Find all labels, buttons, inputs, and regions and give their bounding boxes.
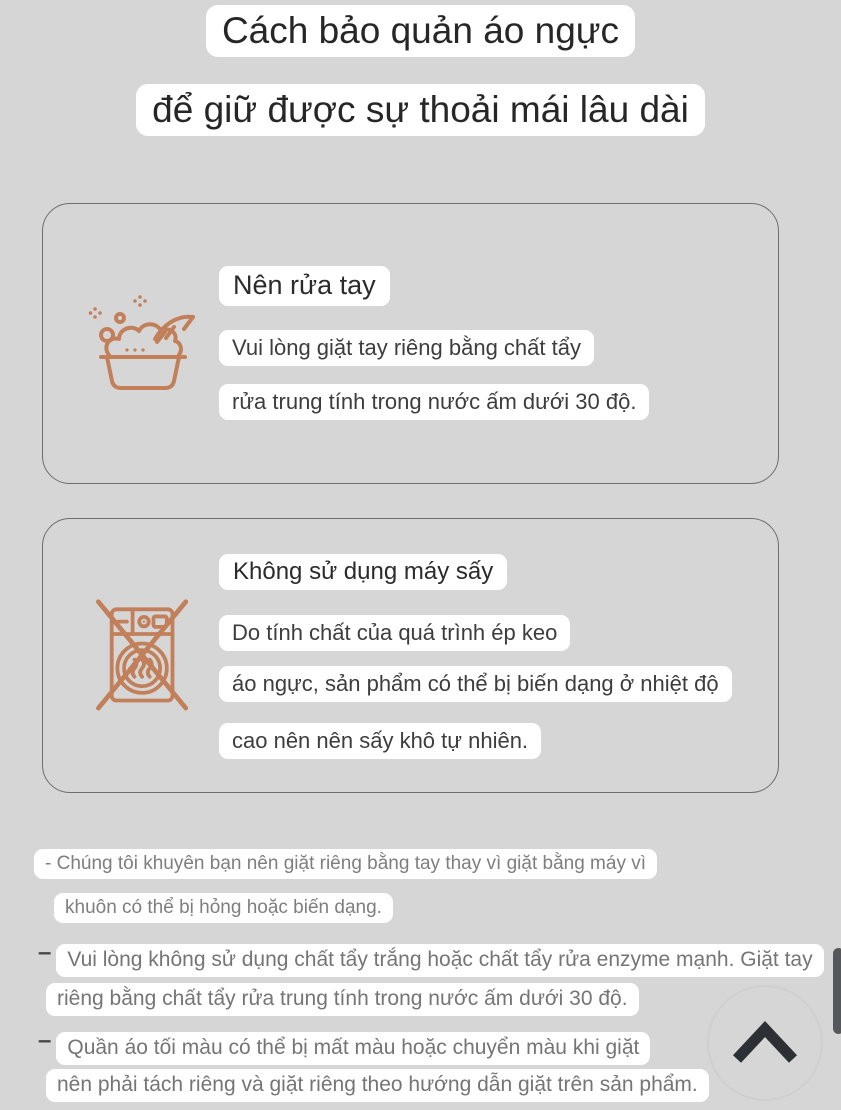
card-text-line: Do tính chất của quá trình ép keo	[219, 615, 570, 651]
card-text-line: áo ngực, sản phẩm có thể bị biến dạng ở nhiệt độ	[219, 666, 732, 702]
note-text: riêng bằng chất tẩy rửa trung tính trong nước ấm dưới 30 độ.	[46, 983, 639, 1016]
card-no-dryer	[42, 518, 779, 793]
hand-wash-icon	[87, 287, 207, 407]
note-dash: –	[38, 939, 52, 966]
note-dash: –	[38, 1027, 52, 1054]
card-hand-wash	[42, 203, 779, 484]
no-tumble-dry-icon	[87, 589, 201, 717]
note-text: Vui lòng không sử dụng chất tẩy trắng hoặc chất tẩy rửa enzyme mạnh. Giặt tay	[56, 944, 823, 977]
note-line	[34, 849, 657, 879]
chevron-up-icon	[729, 1018, 801, 1069]
card-text-line: cao nên nên sấy khô tự nhiên.	[219, 723, 541, 759]
note-text: nên phải tách riêng và giặt riêng theo hướng dẫn giặt trên sản phẩm.	[46, 1069, 709, 1102]
note-line	[54, 893, 393, 923]
note-line	[38, 1027, 650, 1065]
page-title: Cách bảo quản áo ngực	[206, 5, 635, 57]
note-line	[38, 939, 824, 977]
note-text: Quần áo tối màu có thể bị mất màu hoặc chuyển màu khi giặt	[56, 1032, 650, 1065]
scroll-to-top-button[interactable]	[707, 985, 823, 1101]
note-line	[46, 983, 639, 1016]
note-text: - Chúng tôi khuyên bạn nên giặt riêng bằng tay thay vì giặt bằng máy vì	[34, 849, 657, 879]
page-subtitle-row	[0, 84, 841, 136]
scrollbar-thumb[interactable]	[833, 948, 841, 1034]
page-title-row	[0, 5, 841, 57]
note-line	[46, 1069, 709, 1102]
card-text-line: Vui lòng giặt tay riêng bằng chất tẩy	[219, 330, 594, 366]
card-title: Không sử dụng máy sấy	[219, 554, 507, 590]
page-subtitle: để giữ được sự thoải mái lâu dài	[136, 84, 705, 136]
card-text-line: rửa trung tính trong nước ấm dưới 30 độ.	[219, 384, 649, 420]
card-title: Nên rửa tay	[219, 266, 390, 306]
note-text: khuôn có thể bị hỏng hoặc biến dạng.	[54, 893, 393, 923]
